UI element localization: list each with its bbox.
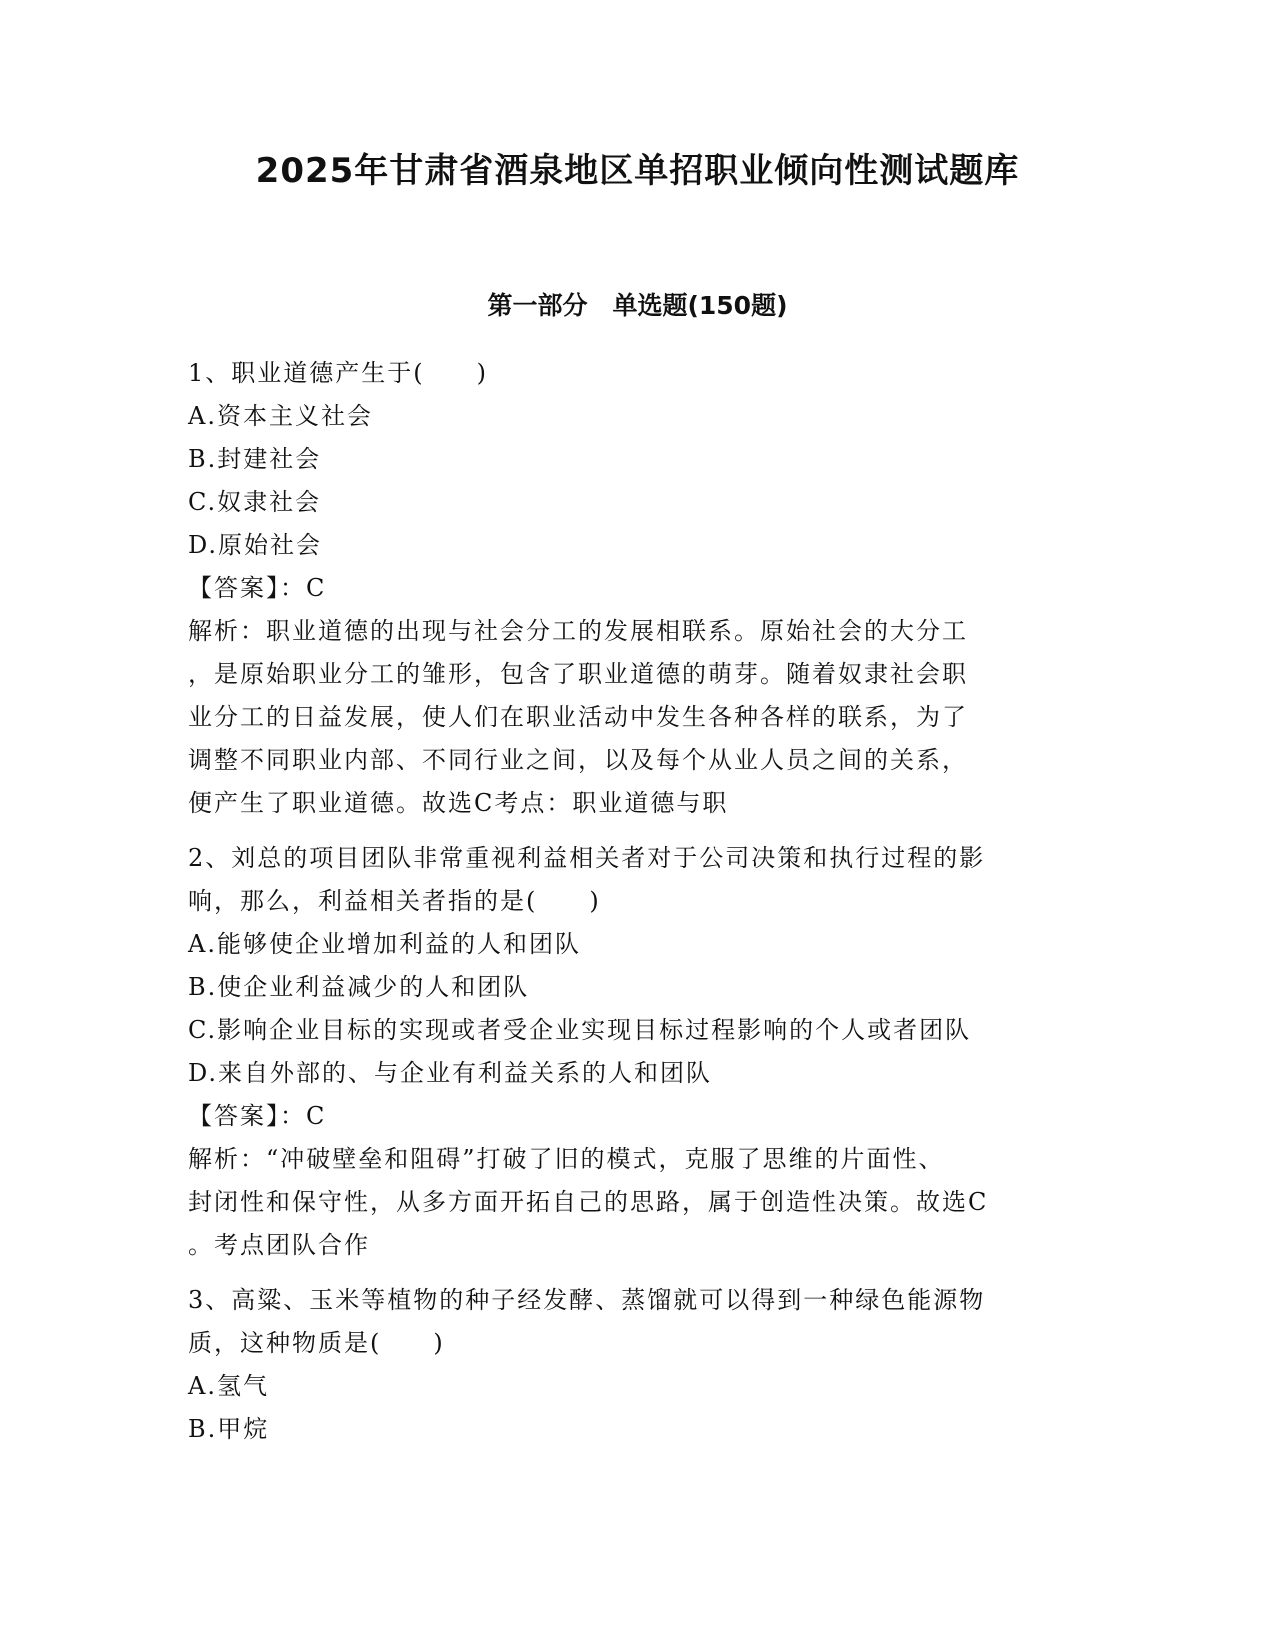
question-stem-continued: 响，那么，利益相关者指的是( )	[188, 887, 601, 915]
question-1	[188, 352, 1088, 825]
option-c: C.奴隶社会	[188, 488, 322, 516]
analysis-line: 调整不同职业内部、不同行业之间，以及每个从业人员之间的关系，	[188, 746, 968, 774]
option-d: D.原始社会	[188, 531, 323, 559]
analysis-line: 业分工的日益发展，使人们在职业活动中发生各种各样的联系，为了	[188, 703, 968, 731]
analysis-line: 封闭性和保守性，从多方面开拓自己的思路，属于创造性决策。故选C	[188, 1188, 989, 1216]
question-3	[188, 1279, 1088, 1451]
document-title: 2025年甘肃省酒泉地区单招职业倾向性测试题库	[255, 151, 1020, 191]
analysis-line: ，是原始职业分工的雏形，包含了职业道德的萌芽。随着奴隶社会职	[188, 660, 968, 688]
option-a: A.能够使企业增加利益的人和团队	[188, 930, 581, 958]
analysis-line: 解析：“冲破壁垒和阻碍”打破了旧的模式，克服了思维的片面性、	[188, 1145, 945, 1173]
analysis-line: 便产生了职业道德。故选C考点：职业道德与职	[188, 789, 729, 817]
section-title: 第一部分 单选题(150题)	[487, 291, 788, 320]
answer-line: 【答案】：C	[188, 1102, 327, 1130]
option-b: B.甲烷	[188, 1415, 270, 1443]
option-b: B.封建社会	[188, 445, 322, 473]
option-d: D.来自外部的、与企业有利益关系的人和团队	[188, 1059, 713, 1087]
question-stem-continued: 质，这种物质是( )	[188, 1329, 445, 1357]
answer-line: 【答案】：C	[188, 574, 327, 602]
question-stem: 2、刘总的项目团队非常重视利益相关者对于公司决策和执行过程的影	[188, 844, 986, 872]
option-a: A.氢气	[188, 1372, 269, 1400]
analysis-line: 。考点团队合作	[188, 1231, 370, 1259]
question-stem: 1、职业道德产生于( )	[188, 359, 488, 387]
option-c: C.影响企业目标的实现或者受企业实现目标过程影响的个人或者团队	[188, 1016, 972, 1044]
question-2	[188, 837, 1088, 1267]
option-b: B.使企业利益减少的人和团队	[188, 973, 530, 1001]
question-stem: 3、高粱、玉米等植物的种子经发酵、蒸馏就可以得到一种绿色能源物	[188, 1286, 986, 1314]
question-list	[188, 352, 1088, 1463]
analysis-line: 解析：职业道德的出现与社会分工的发展相联系。原始社会的大分工	[188, 617, 968, 645]
option-a: A.资本主义社会	[188, 402, 373, 430]
